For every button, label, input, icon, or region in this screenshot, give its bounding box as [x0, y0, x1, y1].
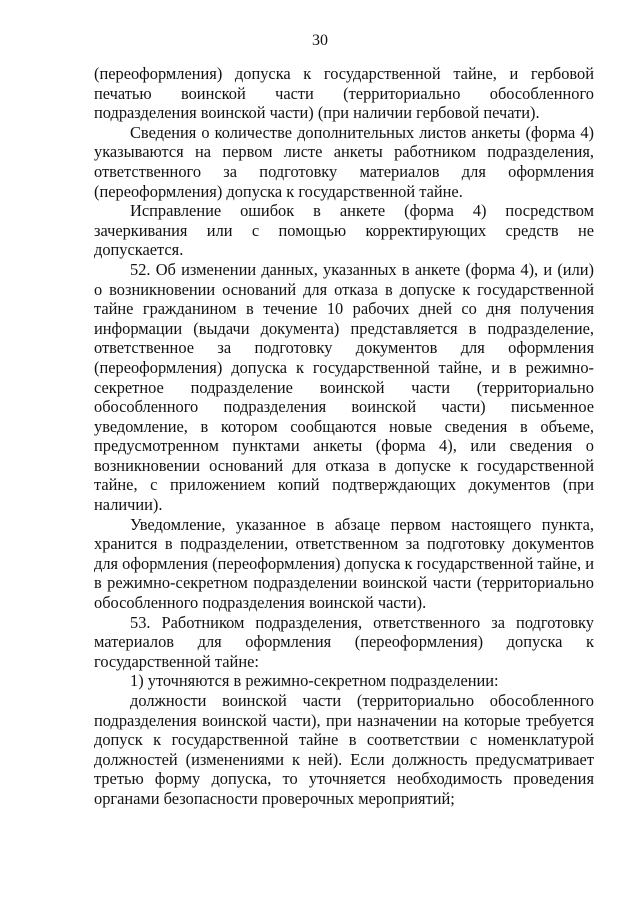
paragraph-item-53: 53. Работником подразделения, ответственного за подготовку материалов для оформления (переоформления) допуска к государственной тайне:: [94, 612, 594, 671]
paragraph-additional-sheets: Сведения о количестве дополнительных листов анкеты (форма 4) указываются на первом листе анкеты работником подразделения, ответственного за подготовку материалов для оформления (переоформления) допуска к государственной тайне.: [94, 122, 594, 201]
paragraph-positions: должности воинской части (территориально обособленного подразделения воинской части), при назначении на которые требуется допуск к государственной тайне в соответствии с номенклатурой должностей (изменениями к ней). Если должность предусматривает третью форму допуска, то уточняется необходимость проведения органами безопасности проверочных мероприятий;: [94, 691, 594, 808]
paragraph-corrections: Исправление ошибок в анкете (форма 4) посредством зачеркивания или с помощью корректирующих средств не допускается.: [94, 201, 594, 260]
paragraph-continuation: (переоформления) допуска к государственной тайне, и гербовой печатью воинской части (территориально обособленного подразделения воинской части) (при наличии гербовой печати).: [94, 64, 594, 123]
document-body: [94, 64, 594, 809]
paragraph-item-52: 52. Об изменении данных, указанных в анкете (форма 4), и (или) о возникновении оснований для отказа в допуске к государственной тайне гражданином в течение 10 рабочих дней со дня получения информации (выдачи документа) представляется в подразделение, ответственное за подготовку документов для оформления (переоформления) допуска к государственной тайне, и в режимно-секретное подразделение воинской части (территориально обособленного подразделения воинской части) письменное уведомление, в котором сообщаются новые сведения в объеме, предусмотренном пунктами анкеты (форма 4), или сведения о возникновении оснований для отказа в допуске к государственной тайне, с приложением копий подтверждающих документов (при наличии).: [94, 259, 594, 515]
paragraph-subitem-1: 1) уточняются в режимно-секретном подразделении:: [130, 671, 499, 691]
paragraph-notification-storage: Уведомление, указанное в абзаце первом настоящего пункта, хранится в подразделении, ответственном за подготовку документов для оформления (переоформления) допуска к государственной тайне, и в режимно-секретном подразделении воинской части (территориально обособленного подразделения воинской части).: [94, 514, 594, 613]
page-number: 30: [312, 32, 328, 49]
